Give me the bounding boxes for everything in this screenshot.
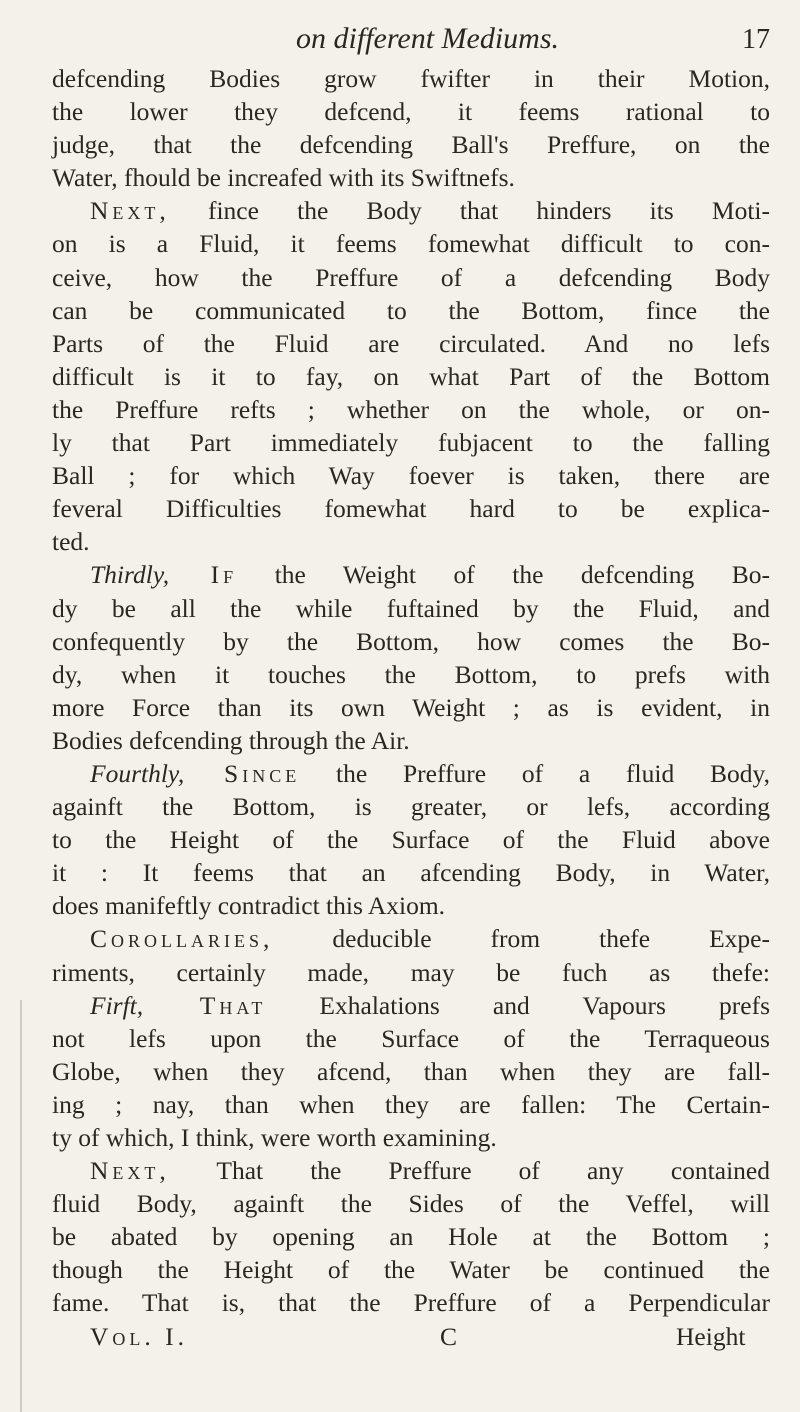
line-text: fince the Body that hinders its Moti- bbox=[169, 196, 770, 226]
small-caps-word: Since bbox=[184, 758, 301, 788]
small-caps-word: If bbox=[169, 560, 238, 590]
line-text: Water, fhould be increafed with its Swiftnefs. bbox=[52, 163, 515, 193]
text-line bbox=[52, 1055, 770, 1088]
text-line bbox=[52, 128, 770, 161]
line-text: fame. That is, that the Preffure of a Perpendicular bbox=[52, 1288, 770, 1318]
text-line bbox=[52, 1022, 770, 1055]
italic-word: Thirdly, bbox=[90, 560, 170, 590]
line-text: the Weight of the defcending Bo- bbox=[237, 560, 770, 590]
line-text: the Preffure of a fluid Body, bbox=[300, 758, 770, 788]
text-line bbox=[52, 757, 770, 790]
text-line bbox=[52, 856, 770, 889]
line-text: the Preffure refts ; whether on the whole, or on- bbox=[52, 394, 770, 424]
line-text: the lower they defcend, it feems rational to bbox=[52, 97, 770, 127]
text-line bbox=[52, 1253, 770, 1286]
line-text: judge, that the defcending Ball's Preffure, on the bbox=[52, 130, 770, 160]
text-line bbox=[52, 1154, 770, 1187]
line-text: more Force than its own Weight ; as is evident, in bbox=[52, 692, 770, 722]
binding-edge bbox=[20, 1000, 22, 1412]
line-text: can be communicated to the Bottom, fince the bbox=[52, 295, 770, 325]
text-line bbox=[52, 625, 770, 658]
text-line bbox=[52, 294, 770, 327]
line-text: deducible from thefe Expe- bbox=[273, 924, 770, 954]
text-line bbox=[52, 95, 770, 128]
italic-word: Fourthly, bbox=[90, 758, 185, 788]
line-text: ly that Part immediately fubjacent to the falling bbox=[52, 428, 770, 458]
text-line bbox=[52, 1286, 770, 1319]
line-text: ceive, how the Preffure of a defcending Body bbox=[52, 262, 770, 292]
text-line bbox=[52, 161, 770, 194]
text-line bbox=[52, 989, 770, 1022]
text-line bbox=[52, 658, 770, 691]
line-text: Parts of the Fluid are circulated. And no lefs bbox=[52, 328, 770, 358]
text-line bbox=[52, 194, 770, 227]
text-line bbox=[52, 459, 770, 492]
text-line bbox=[52, 492, 770, 525]
line-text: fluid Body, againft the Sides of the Veffel, will bbox=[52, 1189, 770, 1219]
line-text: Globe, when they afcend, than when they are fall- bbox=[52, 1056, 770, 1086]
line-text: difficult is it to fay, on what Part of the Bottom bbox=[52, 361, 770, 391]
line-text: to the Height of the Surface of the Fluid above bbox=[52, 825, 770, 855]
text-line bbox=[52, 525, 770, 558]
small-caps-word: Next, bbox=[90, 196, 170, 226]
line-text: ing ; nay, than when they are fallen: The Certain- bbox=[52, 1089, 770, 1119]
line-text: defcending Bodies grow fwifter in their Motion, bbox=[52, 64, 770, 93]
small-caps-word: Corollaries, bbox=[90, 924, 274, 954]
line-text: dy be all the while fuftained by the Fluid, and bbox=[52, 593, 770, 623]
line-text: ted. bbox=[52, 527, 90, 557]
line-text: Exhalations and Vapours prefs bbox=[266, 990, 770, 1020]
text-line bbox=[52, 360, 770, 393]
volume-label: Vol. I. bbox=[90, 1322, 189, 1351]
signature-mark: C bbox=[440, 1322, 458, 1351]
text-line bbox=[52, 327, 770, 360]
text-line bbox=[52, 62, 770, 95]
line-text: on is a Fluid, it feems fomewhat difficult to con- bbox=[52, 229, 770, 259]
line-text: Bodies defcending through the Air. bbox=[52, 725, 410, 755]
text-line bbox=[52, 393, 770, 426]
line-text: it : It feems that an afcending Body, in Water, bbox=[52, 858, 770, 888]
text-line bbox=[52, 227, 770, 260]
text-line bbox=[52, 956, 770, 989]
line-text: ty of which, I think, were worth examining. bbox=[52, 1123, 497, 1152]
line-text: confequently by the Bottom, how comes the Bo- bbox=[52, 626, 770, 656]
text-line bbox=[52, 1088, 770, 1121]
line-text: riments, certainly made, may be fuch as thefe: bbox=[52, 957, 770, 987]
line-text: feveral Difficulties fomewhat hard to be explica- bbox=[52, 494, 770, 524]
text-line bbox=[52, 592, 770, 625]
text-line bbox=[52, 1121, 770, 1154]
page-body-text bbox=[52, 62, 770, 1320]
text-line bbox=[52, 823, 770, 856]
text-line bbox=[52, 889, 770, 922]
text-line bbox=[52, 922, 770, 955]
text-line bbox=[52, 724, 770, 757]
text-line bbox=[52, 558, 770, 591]
line-text: be abated by opening an Hole at the Bottom ; bbox=[52, 1222, 770, 1252]
line-text: againft the Bottom, is greater, or lefs, according bbox=[52, 792, 770, 822]
text-line bbox=[52, 261, 770, 294]
italic-word: Firft, bbox=[90, 990, 144, 1020]
page-header bbox=[0, 22, 800, 62]
text-line bbox=[52, 1220, 770, 1253]
page-number: 17 bbox=[742, 24, 770, 55]
catchword: Height bbox=[676, 1322, 746, 1351]
small-caps-word: That bbox=[143, 990, 267, 1020]
line-text: not lefs upon the Surface of the Terraqueous bbox=[52, 1023, 770, 1053]
line-text: dy, when it touches the Bottom, to prefs with bbox=[52, 659, 770, 689]
running-title: on different Mediums. bbox=[296, 22, 560, 55]
line-text: does manifeftly contradict this Axiom. bbox=[52, 891, 446, 921]
text-line bbox=[52, 426, 770, 459]
text-line bbox=[52, 1187, 770, 1220]
line-text: Ball ; for which Way foever is taken, there are bbox=[52, 461, 770, 491]
small-caps-word: Next, bbox=[90, 1156, 170, 1186]
line-text: That the Preffure of any contained bbox=[169, 1156, 770, 1186]
line-text: though the Height of the Water be continued the bbox=[52, 1255, 770, 1285]
text-line bbox=[52, 790, 770, 823]
text-line bbox=[52, 691, 770, 724]
